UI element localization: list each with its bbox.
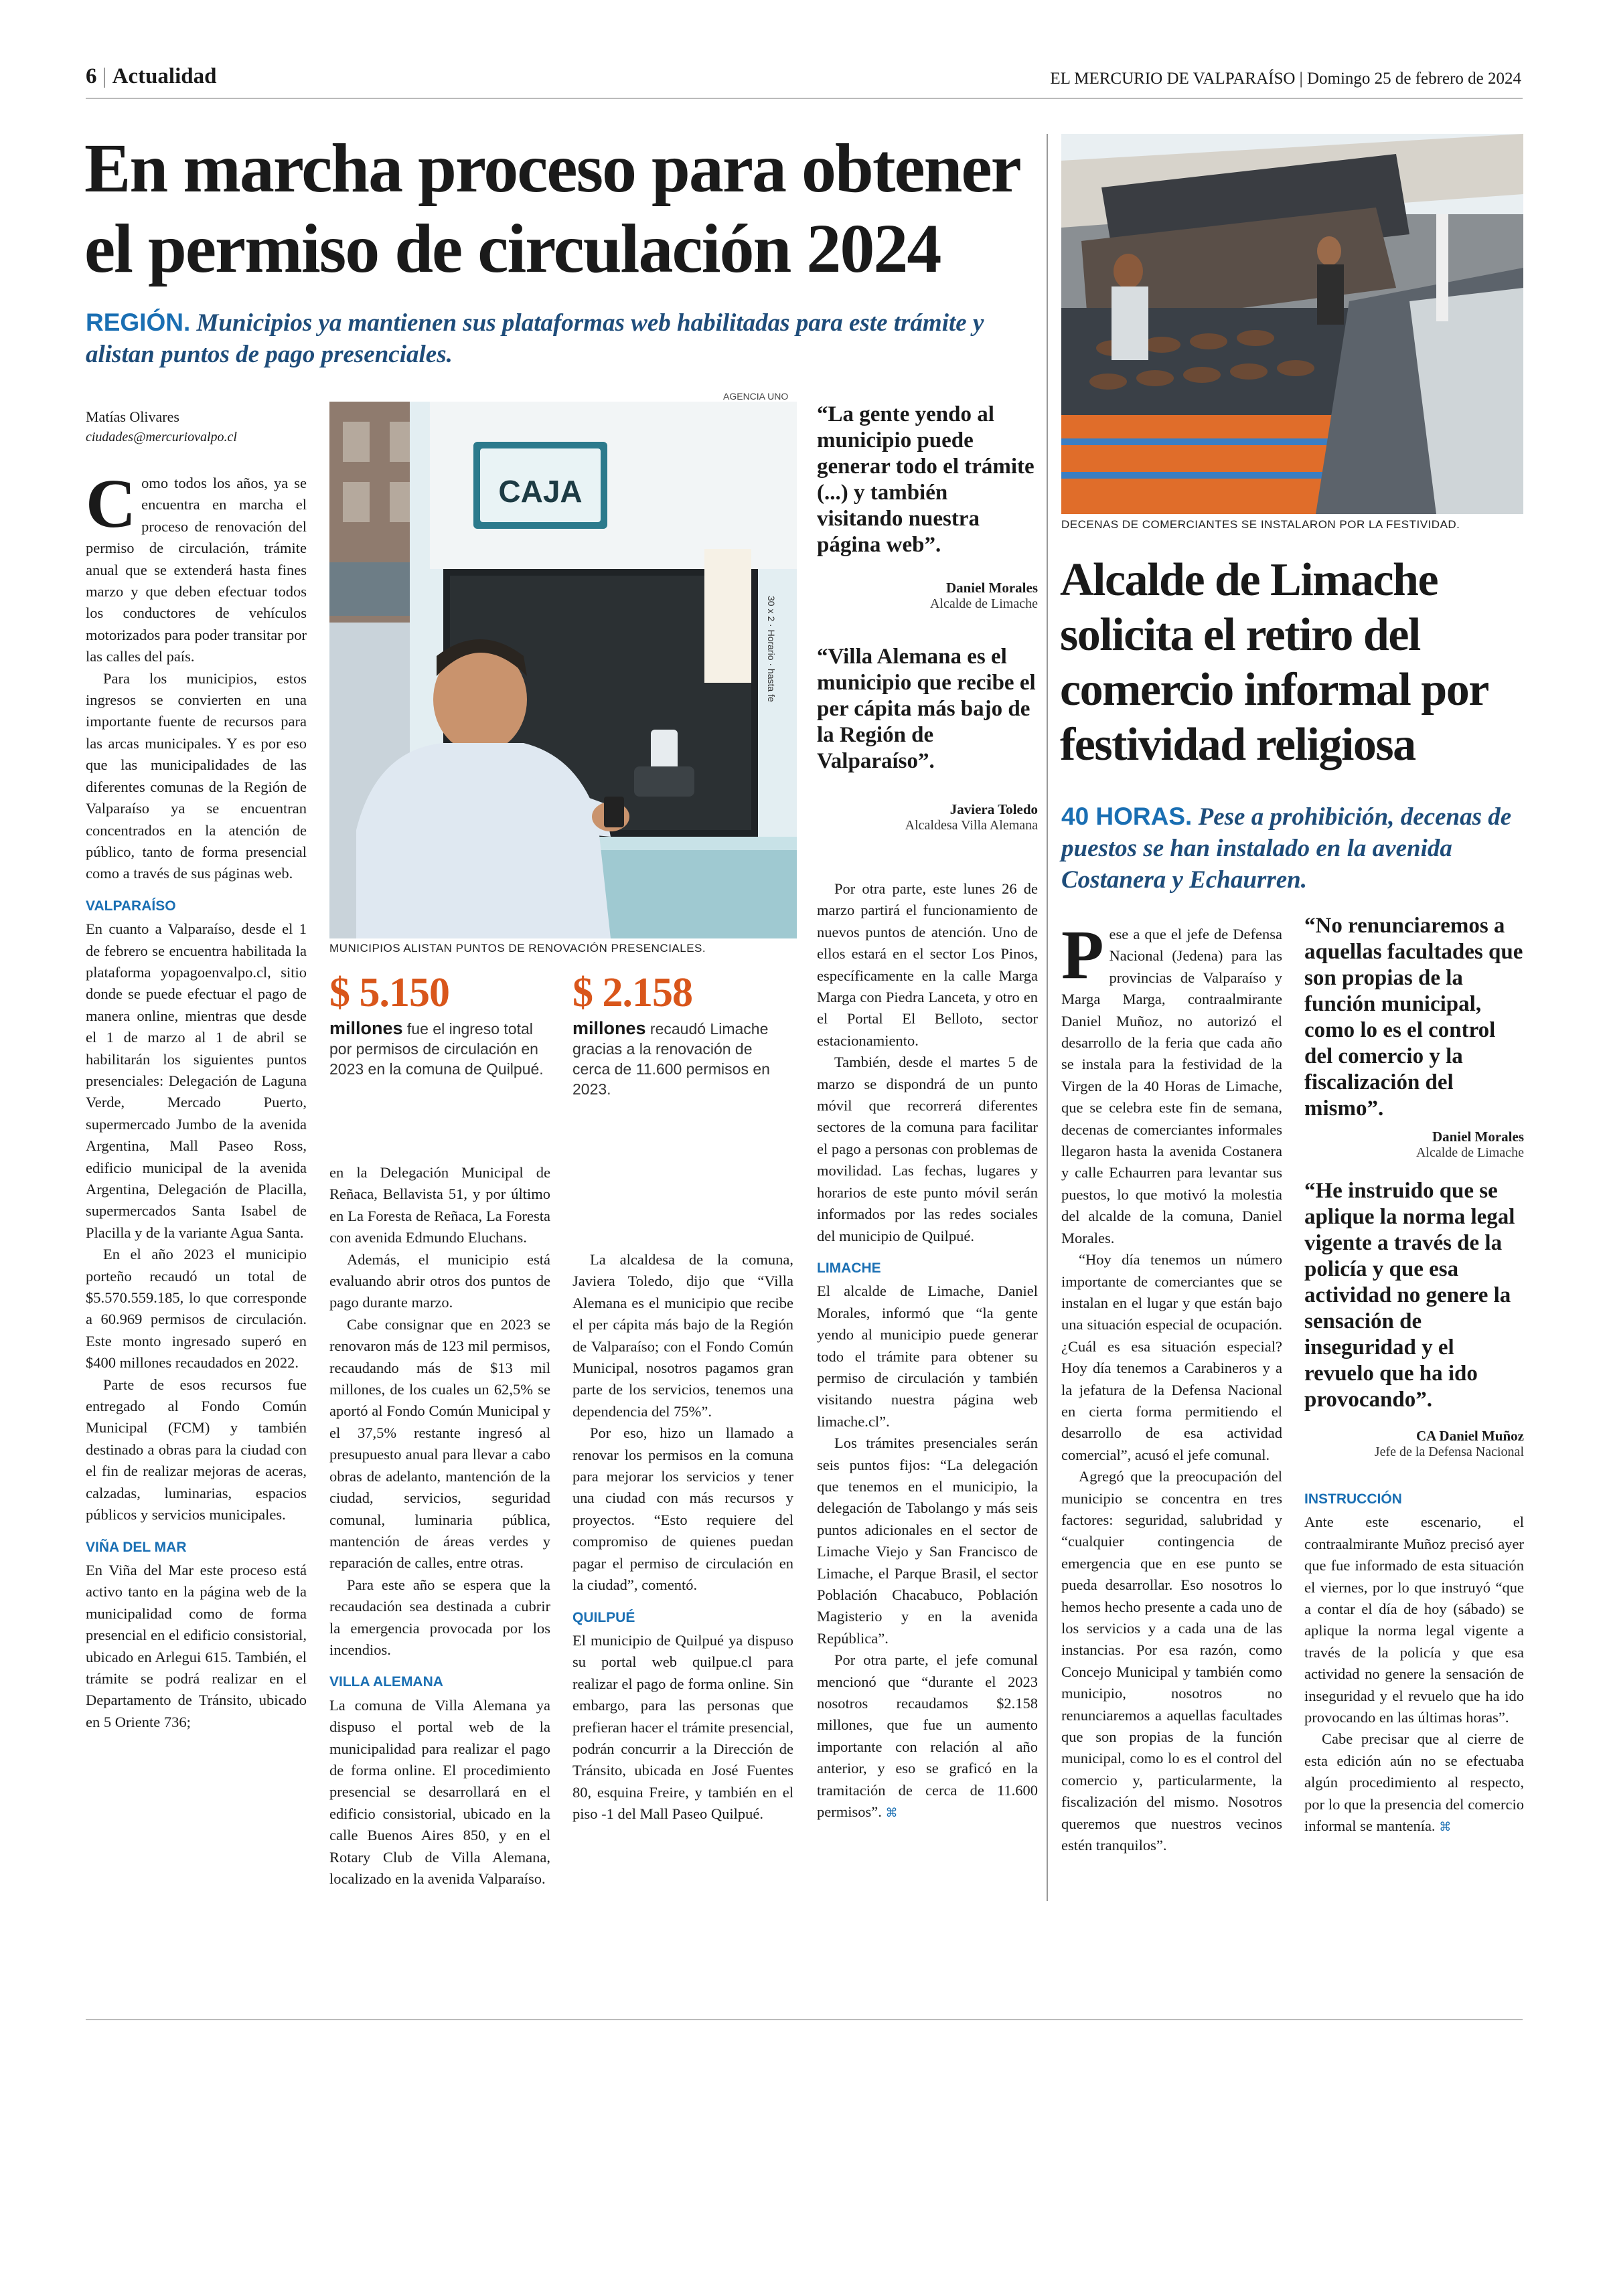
paragraph: Por eso, hizo un llamado a renovar los permisos en la comuna para mejorar los servicios y tener una ciudad con más recursos y proyectos. “Esto requiere del compromiso de quienes puedan pagar el permiso de circulación en la ciudad”, comentó. bbox=[572, 1424, 793, 1594]
page-header-right: EL MERCURIO DE VALPARAÍSO | Domingo 25 de febrero de 2024 bbox=[1050, 70, 1521, 88]
subhead-instruccion: INSTRUCCIÓN bbox=[1304, 1491, 1402, 1507]
paragraph: Cabe consignar que en 2023 se renovaron más de 123 mil permisos, recaudando más de $13 mil millones, de los cuales un 62,5% se aportó al Fondo Común Municipal y el 37,5% restante ingresó al presupuesto anual para llevar a cabo obras de adelanto, mantención de la ciudad, servicios, seguridad comunal, luminaria pública, mantención de áreas verdes y reparación de calles, entre otras. bbox=[329, 1315, 550, 1572]
side-column-1 bbox=[1061, 916, 1282, 1856]
paragraph: En el año 2023 el municipio porteño recaudó un total de $5.570.559.185, lo que corresponde a 60.969 permisos de circulación. Este monto ingresado superó en $400 millones recaudados en 2022. bbox=[86, 1246, 307, 1372]
fact-box-quilpue bbox=[329, 969, 550, 1079]
header-rule bbox=[86, 98, 1523, 99]
cashier-photo-illustration bbox=[329, 402, 797, 938]
main-column-3 bbox=[572, 1249, 793, 1825]
pull-quote-toledo bbox=[817, 644, 1038, 833]
paragraph: Para los municipios, estos ingresos se convierten en una importante fuente de recursos para las arcas municipales. Y es por eso que las municipalidades de las diferentes comunas de la Región de Valparaíso ya se encuentran concentrados en la atención de público, tanto de forma presencial como a través de sus páginas web. bbox=[86, 669, 307, 882]
subhead-valparaiso: VALPARAÍSO bbox=[86, 898, 176, 914]
quote-name: Daniel Morales bbox=[945, 580, 1038, 596]
fact-description: recaudó Limache gracias a la renovación de cerca de 11.600 permisos en 2023. bbox=[572, 1020, 770, 1098]
drop-cap: P bbox=[1061, 916, 1104, 993]
page-number: 6 bbox=[86, 64, 97, 88]
pull-quote-morales bbox=[817, 402, 1038, 612]
caja-sign: CAJA bbox=[498, 474, 583, 509]
newspaper-name: EL MERCURIO DE VALPARAÍSO bbox=[1050, 70, 1296, 88]
author-email: ciudades@mercuriovalpo.cl bbox=[86, 430, 237, 444]
paragraph: El alcalde de Limache, Daniel Morales, informó que “la gente yendo al municipio puede generar todo el trámite para obtener su permiso de circulación y también visitando nuestra página web limache.cl”. bbox=[817, 1283, 1038, 1430]
footer-rule bbox=[86, 2019, 1523, 2020]
author-name: Matías Olivares bbox=[86, 408, 179, 425]
deck-kicker: REGIÓN. bbox=[86, 309, 191, 336]
fact-amount: $ 5.150 bbox=[329, 970, 449, 1015]
main-column-1 bbox=[86, 465, 307, 1733]
paragraph: Por otra parte, este lunes 26 de marzo partirá el funcionamiento de nuevos puntos de atención. Uno de ellos estará en el sector Los Pinos, específicamente en la calle Marga Marga con Piedra Lanceta, y otro en el Portal El Belloto, sector estacionamiento. bbox=[817, 880, 1038, 1049]
fact-box-limache bbox=[572, 969, 793, 1099]
fact-amount: $ 2.158 bbox=[572, 970, 692, 1015]
paragraph: Además, el municipio está evaluando abrir otros dos puntos de pago durante marzo. bbox=[329, 1250, 550, 1311]
paragraph: en la Delegación Municipal de Reñaca, Bellavista 51, y por último en La Foresta de Reñaca, La Foresta con avenida Edmundo Eluchans. bbox=[329, 1164, 550, 1246]
quote-role: Alcalde de Limache bbox=[929, 596, 1038, 611]
paragraph: ese a que el jefe de Defensa Nacional (Jedena) para las provincias de Valparaíso y Marga Marga, contraalmirante Daniel Muñoz, no autorizó el desarrollo de la feria que cada año se instala para la festividad de la Virgen de la 40 Horas de Limache, que se celebra este fin de semana, decenas de comerciantes informales llegaron hasta la avenida Costanera y calle Echaurren para levantar sus puestos, lo que motivó la molestia del alcalde de la comuna, Daniel Morales. bbox=[1061, 926, 1282, 1246]
fact-description: fue el ingreso total por permisos de circulación en 2023 en la comuna de Quilpué. bbox=[329, 1020, 544, 1078]
end-mark-icon: ⌘ bbox=[1439, 1820, 1452, 1835]
section-name: Actualidad bbox=[112, 64, 217, 88]
quote-text: “La gente yendo al municipio puede generar todo el trámite (...) y también visitando nuestra página web”. bbox=[817, 402, 1035, 557]
fact-text bbox=[572, 1018, 793, 1099]
side-quote-munoz bbox=[1304, 1178, 1524, 1460]
paragraph bbox=[817, 1649, 1038, 1824]
side-deck bbox=[1061, 801, 1517, 896]
paragraph-text: Cabe precisar que al cierre de esta edición aún no se efectuaba algún procedimiento al respecto, por lo que la presencia del comercio informal se mantenía. bbox=[1304, 1730, 1524, 1835]
subhead-villa-alemana: VILLA ALEMANA bbox=[329, 1674, 443, 1690]
paragraph: En cuanto a Valparaíso, desde el 1 de febrero se encuentra habilitada la plataforma yopagoenvalpo.cl, sitio donde se puede efectuar el pago de manera online, mientras que desde el 1 de marzo al 1 de abril se habilitarán los siguientes puntos presenciales: Delegación de Laguna Verde, Mercado Puerto, supermercado Jumbo de la avenida Argentina, Mall Paseo Ross, edificio municipal de la avenida Argentina, Delegación de Placilla, supermercados Santa Isabel de Placilla y de la variante Agua Santa. bbox=[86, 920, 307, 1241]
paragraph: La comuna de Villa Alemana ya dispuso el portal web de la municipalidad para realizar el pago de forma online. El procedimiento presencial se desarrollará en el edificio consistorial, ubicado en la calle Buenos Aires 850, y en el Rotary Club de Villa Alemana, localizado en la avenida Valparaíso. bbox=[329, 1696, 550, 1887]
paragraph: También, desde el martes 5 de marzo se dispondrá de un punto móvil que recorrerá diferentes sectores de la comuna para facilitar el pago a personas con problemas de movilidad. Las fechas, lugares y horarios de este punto móvil serán informados por las redes sociales del municipio de Quilpué. bbox=[817, 1054, 1038, 1244]
deck-text: Pese a prohibición, decenas de puestos se han instalado en la avenida Costanera y Echaurren. bbox=[1061, 803, 1512, 894]
paragraph: omo todos los años, ya se encuentra en marcha el proceso de renovación del permiso de circulación, trámite anual que se extenderá hasta fines marzo y que deben efectuar todos los conductores de vehículos motorizados para poder transitar por las calles del país. bbox=[86, 475, 307, 665]
deck-kicker: 40 HORAS. bbox=[1061, 803, 1193, 830]
end-mark-icon: ⌘ bbox=[885, 1806, 898, 1821]
main-column-4 bbox=[817, 878, 1038, 1824]
issue-date: Domingo 25 de febrero de 2024 bbox=[1306, 70, 1521, 88]
photo-notice: 30 x 2 · Horario · hasta fe bbox=[766, 596, 777, 702]
side-column-2 bbox=[1304, 1489, 1524, 1839]
paragraph-text: Por otra parte, el jefe comunal mencionó que “durante el 2023 nosotros recaudamos $2.158 millones, que fue un aumento importante con relación al año anterior, y eso se graficó en la tramitación de cerca de 11.600 permisos”. bbox=[817, 1651, 1038, 1821]
drop-cap: C bbox=[86, 465, 137, 542]
paragraph: Para este año se espera que la recaudación sea destinada a cubrir la emergencia provocada por los incendios. bbox=[329, 1576, 550, 1658]
quote-text: “No renunciaremos a aquellas facultades que son propias de la función municipal, como lo es el control del comercio y la fiscalización del mismo”. bbox=[1304, 914, 1523, 1121]
paragraph: Parte de esos recursos fue entregado al Fondo Común Municipal (FCM) y también destinado a obras para la ciudad con el fin de realizar mejoras de aceras, calzadas, luminarias, espacios públicos y servicios municipales. bbox=[86, 1376, 307, 1524]
page-header-left: 6 | Actualidad bbox=[86, 64, 217, 88]
main-photo bbox=[329, 402, 797, 938]
quote-role: Alcaldesa Villa Alemana bbox=[905, 818, 1038, 833]
column-divider bbox=[1047, 134, 1048, 1901]
main-headline: En marcha proceso para obtener el permiso de circulación 2024 bbox=[84, 130, 1019, 287]
paragraph: Ante este escenario, el contraalmirante Muñoz precisó ayer que fue informado de esta situación el viernes, por lo que instruyó “que a contar el día de hoy (sábado) se aplique la norma legal vigente a través de la policía y que esa actividad no genere la sensación de inseguridad y el revuelo que ha ido provocando en las últimas horas”. bbox=[1304, 1513, 1524, 1726]
deck-text: Municipios ya mantienen sus plataformas web habilitadas para este trámite y alistan puntos de pago presenciales. bbox=[86, 309, 984, 368]
photo-credit: AGENCIA UNO bbox=[723, 391, 789, 402]
paragraph: El municipio de Quilpué ya dispuso su portal web quilpue.cl para realizar el pago de forma online. Sin embargo, para las personas que prefieran hacer el trámite presencial, podrán concurrir a la Dirección de Tránsito, ubicada en José Fuentes 80, esquina Freire, y también en el piso -1 del Mall Paseo Quilpué. bbox=[572, 1631, 793, 1823]
quote-name: CA Daniel Muñoz bbox=[1415, 1428, 1524, 1444]
subhead-quilpue: QUILPUÉ bbox=[572, 1609, 635, 1625]
market-photo-illustration bbox=[1061, 134, 1523, 514]
paragraph: Agregó que la preocupación del municipio se concentra en tres factores: seguridad, salubridad y “cualquier contingencia de emergencia que en ese punto se pueda desarrollar. Eso nosotros lo hemos hecho presente a cada uno de los servicios y a cada una de las instancias. Por esa razón, como Concejo Municipal y también como municipio, nosotros no renunciaremos a aquellas facultades que son propias de la función municipal, como lo es el control del comercio y, particularmente, la fiscalización del mismo. Nosotros queremos que nuestros vecinos estén tranquilos”. bbox=[1061, 1468, 1282, 1854]
quote-name: Daniel Morales bbox=[1432, 1129, 1524, 1145]
side-photo bbox=[1061, 134, 1523, 514]
main-photo-caption: MUNICIPIOS ALISTAN PUNTOS DE RENOVACIÓN PRESENCIALES. bbox=[329, 942, 706, 955]
main-deck bbox=[86, 307, 1037, 370]
fact-text bbox=[329, 1018, 550, 1079]
paragraph: En Viña del Mar este proceso está activo tanto en la página web de la municipalidad como de forma presencial en el edificio consistorial, ubicado en Arlegui 615. También, el trámite se podrá realizar en el Departamento de Tránsito, ubicado en 5 Oriente 736; bbox=[86, 1561, 307, 1730]
fact-unit: millones bbox=[572, 1018, 646, 1038]
paragraph: “Hoy día tenemos un número importante de comerciantes que se instalan en el lugar y que están bajo una situación especial de ocupación. ¿Cuál es esa situación especial? Hoy día tenemos a Carabineros y a la jefatura de la Defensa Nacional en cierta forma permitiendo el desarrollo de esa actividad comercial”, acusó el jefe comunal. bbox=[1061, 1251, 1282, 1463]
paragraph bbox=[1304, 1728, 1524, 1838]
subhead-limache: LIMACHE bbox=[817, 1260, 881, 1276]
quote-text: “Villa Alemana es el municipio que recibe el per cápita más bajo de la Región de Valparaíso”. bbox=[817, 645, 1036, 773]
quote-role: Jefe de la Defensa Nacional bbox=[1374, 1445, 1524, 1459]
quote-text: “He instruido que se aplique la norma legal vigente a través de la policía y que esa actividad no genere la sensación de inseguridad y el revuelo que ha ido provocando”. bbox=[1304, 1179, 1515, 1412]
subhead-vina-del-mar: VIÑA DEL MAR bbox=[86, 1539, 187, 1555]
paragraph: La alcaldesa de la comuna, Javiera Toledo, dijo que “Villa Alemana es el municipio que recibe el per cápita más bajo de la Región de Valparaíso; con el Fondo Común Municipal, nosotros pagamos gran parte de los servicios, tenemos una dependencia del 75%”. bbox=[572, 1251, 793, 1420]
quote-role: Alcalde de Limache bbox=[1415, 1145, 1524, 1160]
paragraph: Los trámites presenciales serán seis puntos fijos: “La delegación que tenemos en el municipio, la delegación de Tabolango y más seis puntos adicionales en el sector de Limache Viejo y San Francisco de Limache, el Parque Brasil, el sector Población Chacabuco, Población Magisterio y en la avenida República”. bbox=[817, 1434, 1038, 1647]
main-column-2 bbox=[329, 1162, 550, 1890]
side-quote-morales bbox=[1304, 913, 1524, 1161]
quote-name: Javiera Toledo bbox=[949, 801, 1038, 817]
side-headline: Alcalde de Limache solicita el retiro del comercio informal por festividad religiosa bbox=[1060, 554, 1488, 770]
fact-unit: millones bbox=[329, 1018, 403, 1038]
side-photo-caption: DECENAS DE COMERCIANTES SE INSTALARON POR LA FESTIVIDAD. bbox=[1061, 518, 1460, 531]
